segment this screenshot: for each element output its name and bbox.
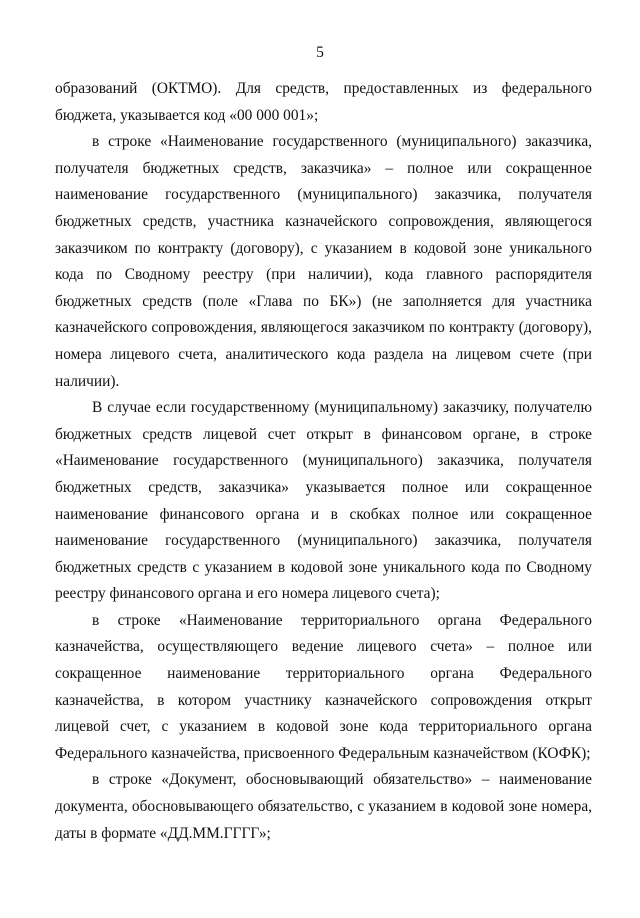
document-body: [55, 76, 592, 847]
paragraph-oktmo-continuation: образований (ОКТМО). Для средств, предоставленных из федерального бюджета, указывается код «00 000 001»;: [55, 80, 592, 124]
paragraph-basis-document: в строке «Документ, обосновывающий обязательство» – наименование документа, обосновывающего обязательство, с указанием в кодовой зоне номера, даты в формате «ДД.ММ.ГГГГ»;: [55, 771, 592, 842]
paragraph-financial-body-case: В случае если государственному (муниципальному) заказчику, получателю бюджетных средств лицевой счет открыт в финансовом органе, в строке «Наименование государственного (муниципального) заказчика, получателя бюджетных средств, заказчика» указывается полное или сокращенное наименование финансового органа и в скобках полное или сокращенное наименование государственного (муниципального) заказчика, получателя бюджетных средств с указанием в кодовой зоне уникального кода по Сводному реестру финансового органа и его номера лицевого счета);: [55, 399, 592, 603]
page-number: 5: [316, 44, 324, 61]
paragraph-customer-name: в строке «Наименование государственного (муниципального) заказчика, получателя бюджетных средств, заказчика» – полное или сокращенное наименование государственного (муниципального) заказчика, получателя бюджетных средств, участника казначейского сопровождения, являющегося заказчиком по контракту (договору), с указанием в кодовой зоне уникального кода по Сводному реестру (при наличии), кода главного распорядителя бюджетных средств (поле «Глава по БК») (не заполняется для участника казначейского сопровождения, являющегося заказчиком по контракту (договору), номера лицевого счета, аналитического кода раздела на лицевом счете (при наличии).: [55, 133, 592, 390]
paragraph-treasury-body: в строке «Наименование территориального органа Федерального казначейства, осуществляющего ведение лицевого счета» – полное или сокращенное наименование территориального органа Федерального казначейства, в котором участнику казначейского сопровождения открыт лицевой счет, с указанием в кодовой зоне кода территориального органа Федерального казначейства, присвоенного Федеральным казначейством (КОФК);: [55, 611, 592, 762]
